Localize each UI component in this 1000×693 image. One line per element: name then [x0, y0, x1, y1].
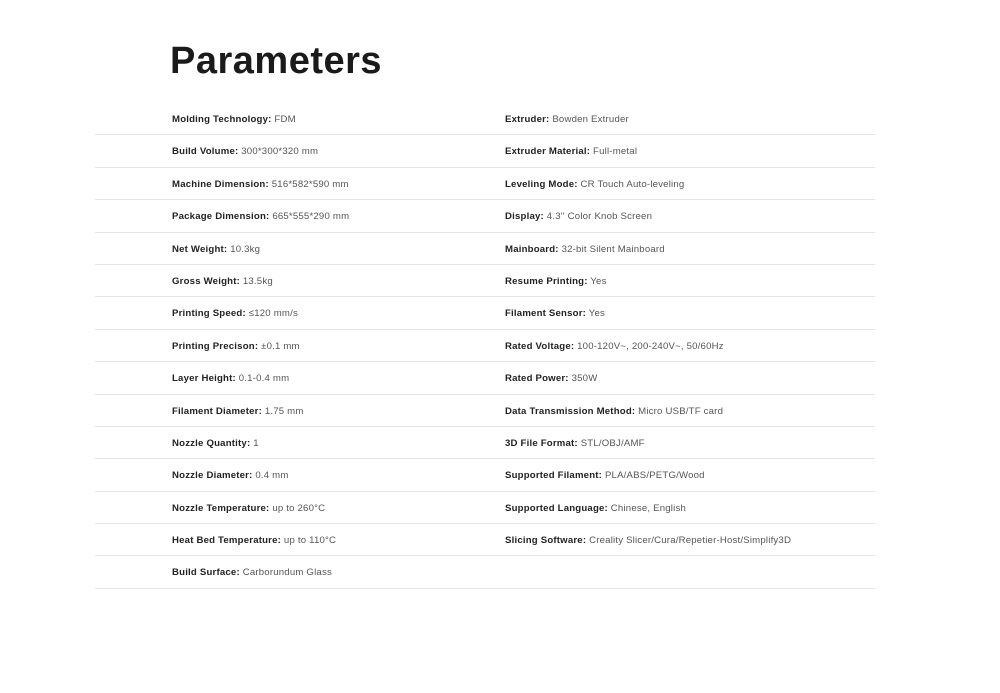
param-value: 0.4 mm: [252, 470, 289, 482]
param-label: Net Weight:: [172, 243, 228, 255]
param-value: 300*300*320 mm: [238, 146, 319, 158]
param-label: Printing Precison:: [172, 340, 259, 352]
table-row: [95, 427, 875, 459]
param-value: Carborundum Glass: [239, 567, 332, 579]
param-label: Mainboard:: [505, 243, 559, 255]
left-cell: [172, 492, 325, 523]
right-cell: [505, 492, 686, 523]
left-cell: [172, 427, 259, 458]
param-value: 665*555*290 mm: [269, 211, 350, 223]
right-cell: [505, 427, 645, 458]
right-cell: [505, 233, 665, 264]
param-value: up to 110°C: [281, 535, 337, 547]
param-label: Data Transmission Method:: [505, 405, 636, 417]
left-cell: [172, 135, 318, 166]
param-value: 13.5kg: [240, 275, 273, 287]
param-value: Bowden Extruder: [549, 114, 629, 125]
table-row: [95, 168, 875, 200]
table-row: [95, 200, 875, 232]
table-row: [95, 297, 875, 329]
left-cell: [172, 233, 260, 264]
table-row: [95, 556, 875, 588]
right-cell: [505, 135, 637, 166]
table-row: [95, 459, 875, 491]
right-cell: [505, 395, 723, 426]
param-value: 1.75 mm: [261, 405, 304, 417]
param-label: Resume Printing:: [505, 275, 588, 287]
param-label: Heat Bed Temperature:: [172, 535, 282, 547]
param-label: Gross Weight:: [172, 275, 240, 287]
param-label: Nozzle Temperature:: [172, 502, 270, 514]
param-label: Leveling Mode:: [505, 178, 578, 190]
param-label: Rated Voltage:: [505, 340, 575, 352]
param-value: up to 260°C: [269, 502, 326, 514]
param-value: Full-metal: [590, 146, 638, 158]
left-cell: [172, 297, 298, 328]
left-cell: [172, 556, 332, 587]
right-cell: [505, 459, 705, 490]
param-label: Filament Diameter:: [172, 405, 262, 417]
left-cell: [172, 168, 349, 199]
table-row: [95, 524, 875, 556]
param-value: FDM: [271, 114, 296, 125]
param-label: Printing Speed:: [172, 308, 246, 320]
param-label: Display:: [505, 211, 544, 223]
left-cell: [172, 459, 289, 490]
param-label: Layer Height:: [172, 373, 236, 385]
right-cell: [505, 200, 652, 231]
table-row: [95, 492, 875, 524]
left-cell: [172, 395, 304, 426]
table-row: [95, 103, 875, 135]
param-value: 32-bit Silent Mainboard: [558, 243, 665, 255]
page-title: Parameters: [170, 40, 383, 82]
param-label: Slicing Software:: [505, 535, 587, 547]
param-label: Extruder:: [505, 114, 550, 125]
table-row: [95, 233, 875, 265]
param-value: 350W: [568, 373, 598, 385]
param-label: Supported Language:: [505, 502, 608, 514]
table-row: [95, 330, 875, 362]
param-value: 1: [250, 437, 259, 449]
param-label: Filament Sensor:: [505, 308, 587, 320]
param-value: ≤120 mm/s: [245, 308, 298, 320]
param-value: 10.3kg: [227, 243, 261, 255]
param-value: ±0.1 mm: [258, 340, 300, 352]
right-cell: [505, 330, 724, 361]
right-cell: [505, 297, 605, 328]
param-value: 516*582*590 mm: [268, 178, 349, 190]
right-cell: [505, 524, 791, 555]
param-label: Package Dimension:: [172, 211, 270, 223]
param-value: 0.1-0.4 mm: [235, 373, 290, 385]
param-value: 4.3'' Color Knob Screen: [543, 211, 653, 223]
param-value: Yes: [586, 308, 605, 320]
param-value: STL/OBJ/AMF: [577, 437, 645, 449]
param-label: 3D File Format:: [505, 437, 578, 449]
left-cell: [172, 330, 300, 361]
param-value: CR Touch Auto-leveling: [577, 178, 685, 190]
right-cell: [505, 168, 684, 199]
left-cell: [172, 265, 273, 296]
param-label: Molding Technology:: [172, 114, 272, 125]
table-row: [95, 265, 875, 297]
right-cell: [505, 362, 597, 393]
left-cell: [172, 362, 289, 393]
param-label: Machine Dimension:: [172, 178, 269, 190]
param-label: Build Surface:: [172, 567, 240, 579]
param-value: Creality Slicer/Cura/Repetier-Host/Simplify3D: [586, 535, 792, 547]
param-value: PLA/ABS/PETG/Wood: [602, 470, 705, 482]
table-row: [95, 362, 875, 394]
param-value: 100-120V~, 200-240V~, 50/60Hz: [574, 340, 724, 352]
param-label: Nozzle Diameter:: [172, 470, 253, 482]
table-row: [95, 135, 875, 167]
param-label: Supported Filament:: [505, 470, 603, 482]
parameters-table: [95, 103, 875, 589]
param-label: Build Volume:: [172, 146, 239, 158]
left-cell: [172, 200, 349, 231]
param-label: Extruder Material:: [505, 146, 591, 158]
param-label: Rated Power:: [505, 373, 569, 385]
param-value: Chinese, English: [607, 502, 686, 514]
table-row: [95, 395, 875, 427]
param-value: Micro USB/TF card: [635, 405, 724, 417]
left-cell: [172, 103, 296, 134]
right-cell: [505, 103, 629, 134]
left-cell: [172, 524, 336, 555]
right-cell: [505, 265, 607, 296]
param-label: Nozzle Quantity:: [172, 437, 251, 449]
param-value: Yes: [587, 275, 607, 287]
